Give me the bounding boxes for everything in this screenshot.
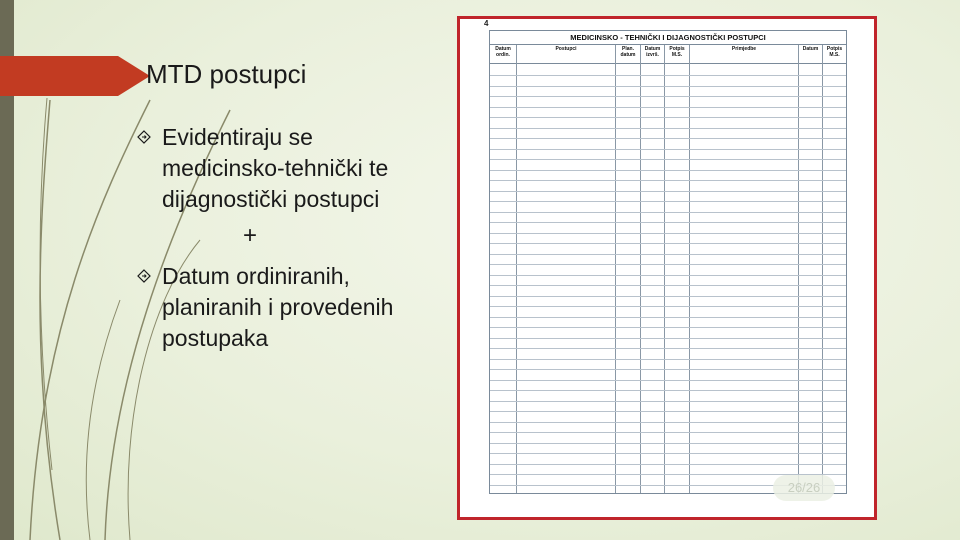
form-row-line [490, 86, 846, 87]
col-head-datum-ordin: Datum ordin. [495, 46, 511, 58]
form-row-line [490, 390, 846, 391]
form-row-line [490, 422, 846, 423]
form-row-line [490, 275, 846, 276]
column-divider [664, 45, 665, 493]
bullet-item-1 [137, 122, 427, 215]
form-row-line [490, 338, 846, 339]
col-head-postupci: Postupci [555, 46, 577, 52]
form-row-line [490, 369, 846, 370]
form-row-line [490, 464, 846, 465]
form-row-line [490, 317, 846, 318]
column-divider [798, 45, 799, 493]
col-head-potpis-ms: Potpis M.S. [669, 46, 685, 58]
bullet-item-2 [137, 261, 427, 354]
form-row-line [490, 285, 846, 286]
column-divider [689, 45, 690, 493]
col-head-primjedbe: Primjedbe [731, 46, 757, 52]
form-row-line [490, 191, 846, 192]
procedures-form [489, 30, 847, 494]
form-row-line [490, 264, 846, 265]
form-row-line [490, 243, 846, 244]
column-divider [615, 45, 616, 493]
form-row-line [490, 180, 846, 181]
form-row-line [490, 432, 846, 433]
form-row-line [490, 401, 846, 402]
form-row-line [490, 170, 846, 171]
form-row-line [490, 359, 846, 360]
form-row-line [490, 306, 846, 307]
col-head-plan-datum: Plan. datum [620, 46, 636, 58]
form-row-line [490, 443, 846, 444]
form-row-line [490, 411, 846, 412]
form-row-line [490, 201, 846, 202]
form-row-line [490, 348, 846, 349]
form-row-line [490, 107, 846, 108]
form-row-line [490, 222, 846, 223]
form-row-line [490, 453, 846, 454]
form-row-line [490, 149, 846, 150]
diamond-arrow-icon [137, 130, 151, 144]
form-row-line [490, 296, 846, 297]
form-row-line [490, 233, 846, 234]
form-page-number: 4 [484, 19, 489, 28]
column-divider [516, 45, 517, 493]
bullet-text-1: Evidentiraju se medicinsko-tehnički te dijagnostički postupci [162, 124, 389, 212]
form-row-line [490, 159, 846, 160]
page-counter: 26/26 [773, 475, 835, 501]
bullet-text-2: Datum ordiniranih, planiranih i provedenih postupaka [162, 263, 394, 351]
col-head-datum: Datum [802, 46, 819, 52]
slide-title: MTD postupci [146, 59, 307, 89]
form-title: MEDICINSKO - TEHNIČKI I DIJAGNOSTIČKI POSTUPCI [490, 31, 846, 45]
column-divider [640, 45, 641, 493]
col-head-datum-izvrs: Datum izvrš. [644, 46, 661, 58]
diamond-arrow-icon [137, 269, 151, 283]
form-row-line [490, 327, 846, 328]
plus-sign: + [243, 222, 258, 249]
title-accent-tab [0, 56, 150, 96]
form-row-line [490, 212, 846, 213]
form-row-line [490, 96, 846, 97]
form-row-line [490, 128, 846, 129]
column-divider [822, 45, 823, 493]
form-row-line [490, 254, 846, 255]
form-row-line [490, 380, 846, 381]
form-row-line [490, 75, 846, 76]
col-head-potpis-ms-2: Potpis M.S. [826, 46, 843, 58]
form-row-line [490, 117, 846, 118]
form-row-line [490, 138, 846, 139]
